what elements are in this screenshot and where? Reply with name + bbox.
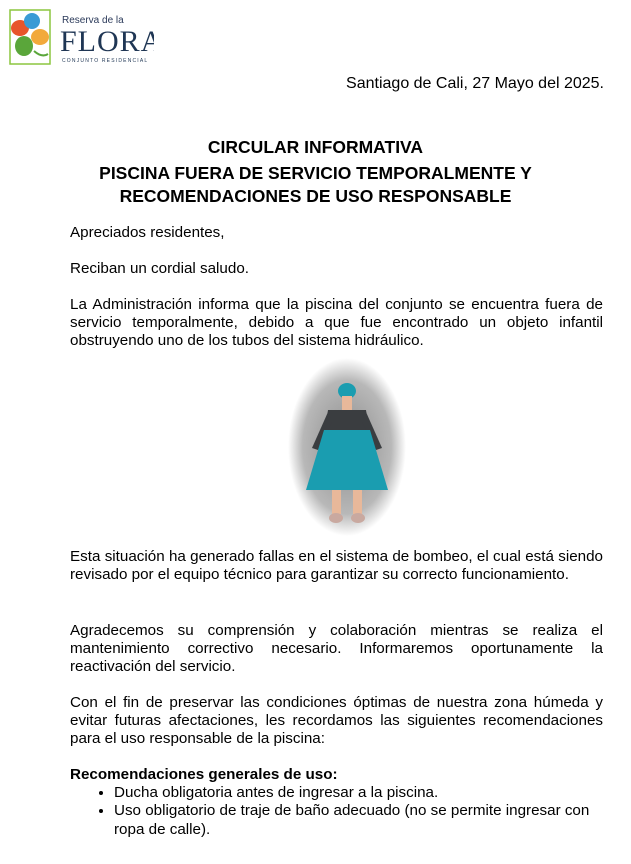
list-item: • Uso obligatorio de traje de baño adecuado (no se permite ingresar con ropa de calle).: [114, 802, 594, 838]
svg-text:CONJUNTO RESIDENCIAL: CONJUNTO RESIDENCIAL: [62, 58, 149, 64]
paragraph-1: La Administración informa que la piscina del conjunto se encuentra fuera de servicio temporalmente, debido a que fue encontrado un objeto infantil obstruyendo uno de los tubos del sistema hidráulico.: [70, 296, 603, 350]
paragraph-4: Con el fin de preservar las condiciones óptimas de nuestra zona húmeda y evitar futuras afectaciones, les recordamos las siguientes recomendaciones para el uso responsable de la piscina:: [70, 694, 603, 748]
date: Santiago de Cali, 27 Mayo del 2025.: [346, 75, 604, 92]
list-item: • Ducha obligatoria antes de ingresar a la piscina.: [114, 784, 603, 802]
recommendations: [70, 766, 603, 839]
subtitle-line-1: PISCINA FUERA DE SERVICIO TEMPORALMENTE Y: [99, 163, 532, 183]
greeting: Apreciados residentes,: [70, 224, 225, 241]
salutation: Reciban un cordial saludo.: [70, 260, 249, 277]
paragraph-2: Esta situación ha generado fallas en el sistema de bombeo, el cual está siendo revisado por el equipo técnico para garantizar su correcto funcionamiento.: [70, 548, 603, 584]
flower-logo-icon: [4, 6, 154, 66]
recommendations-heading: Recomendaciones generales de uso:: [70, 766, 338, 783]
subtitle-line-2: RECOMENDACIONES DE USO RESPONSABLE: [119, 186, 512, 206]
svg-text:FLORA: FLORA: [60, 25, 154, 58]
recommendations-list: [70, 784, 603, 839]
document-title: CIRCULAR INFORMATIVA: [207, 137, 424, 157]
svg-text:Reserva de la: Reserva de la: [62, 15, 124, 26]
paragraph-3: Agradecemos su comprensión y colaboración mientras se realiza el mantenimiento correctivo necesario. Informaremos oportunamente la reactivación del servicio.: [70, 622, 603, 676]
doll-photo: [288, 358, 406, 536]
logo: [4, 6, 154, 66]
